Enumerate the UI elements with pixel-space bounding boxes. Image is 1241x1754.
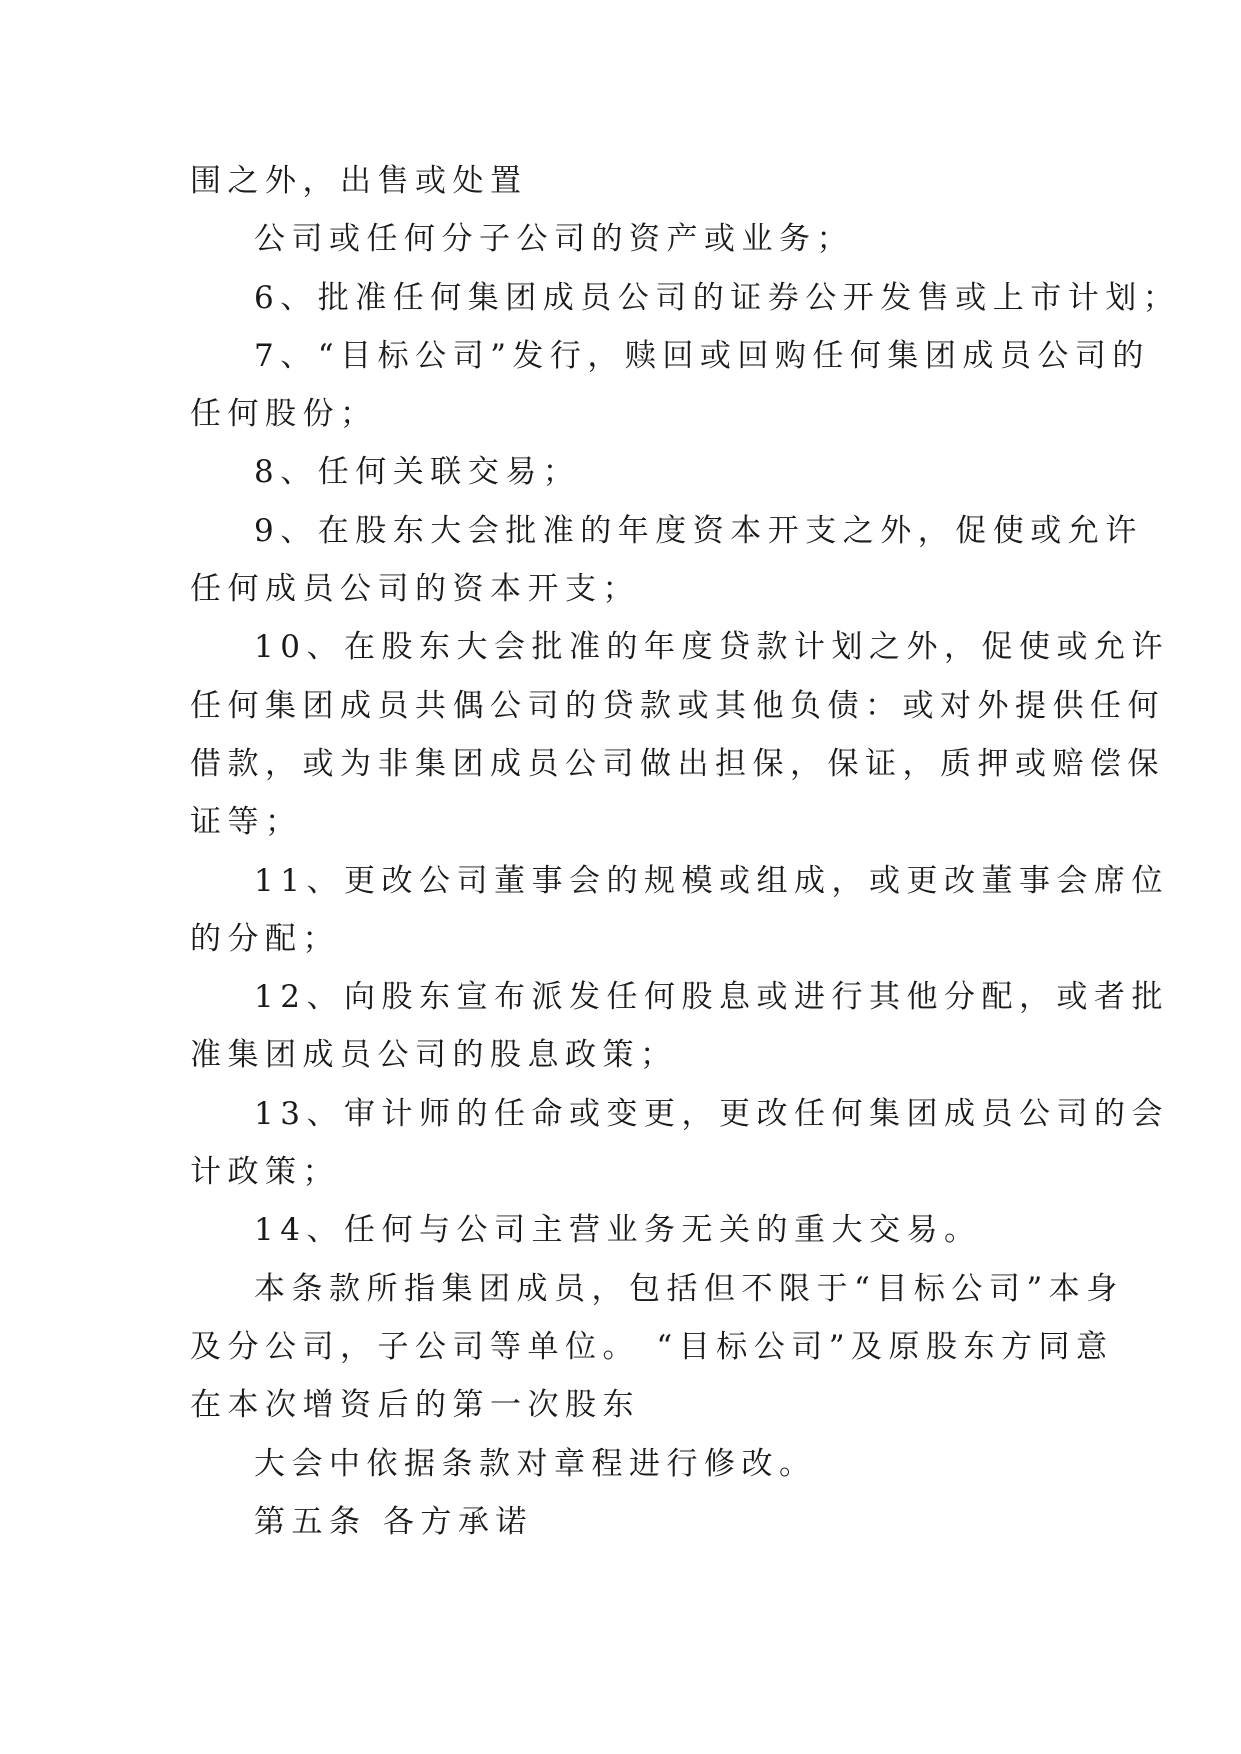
clause-11-continued: 的分配；: [190, 920, 340, 957]
clause-8: 8、任何关联交易；: [254, 454, 581, 491]
clause-9-continued: 任何成员公司的资本开支；: [190, 571, 640, 608]
clause-11: 11、更改公司董事会的规模或组成，或更改董事会席位: [254, 862, 1169, 899]
clause-14: 14、任何与公司主营业务无关的重大交易。: [254, 1212, 982, 1249]
clause-10-continued-3: 证等；: [190, 804, 303, 841]
articles-amendment-line: 大会中依据条款对章程进行修改。: [254, 1445, 817, 1482]
definition-paragraph-continued-1: 及分公司，子公司等单位。 “目标公司”及原股东方同意: [190, 1328, 1114, 1365]
clause-9: 9、在股东大会批准的年度资本开支之外，促使或允许: [254, 512, 1143, 549]
clause-10-continued-1: 任何集团成员共偶公司的贷款或其他负债：或对外提供任何: [190, 687, 1165, 724]
clause-7-continued: 任何股份；: [190, 396, 378, 433]
clause-13-continued: 计政策；: [190, 1154, 340, 1191]
body-text: [190, 152, 1181, 1551]
text-line-2: 公司或任何分子公司的资产或业务；: [254, 221, 854, 258]
clause-10-continued-2: 借款，或为非集团成员公司做出担保，保证，质押或赔偿保: [190, 745, 1165, 782]
clause-10: 10、在股东大会批准的年度贷款计划之外，促使或允许: [254, 629, 1169, 666]
text-line-1: 围之外，出售或处置: [190, 163, 528, 199]
clause-13: 13、审计师的任命或变更，更改任何集团成员公司的会: [254, 1095, 1169, 1132]
article-five-heading: 第五条 各方承诺: [254, 1503, 533, 1540]
clause-6: 6、批准任何集团成员公司的证券公开发售或上市计划；: [254, 279, 1181, 316]
clause-12-continued: 准集团成员公司的股息政策；: [190, 1037, 678, 1074]
clause-7: 7、“目标公司”发行，赎回或回购任何集团成员公司的: [254, 337, 1150, 374]
definition-paragraph: 本条款所指集团成员，包括但不限于“目标公司”本身: [254, 1270, 1124, 1307]
clause-12: 12、向股东宣布派发任何股息或进行其他分配，或者批: [254, 979, 1169, 1016]
definition-paragraph-continued-2: 在本次增资后的第一次股东: [190, 1387, 640, 1424]
